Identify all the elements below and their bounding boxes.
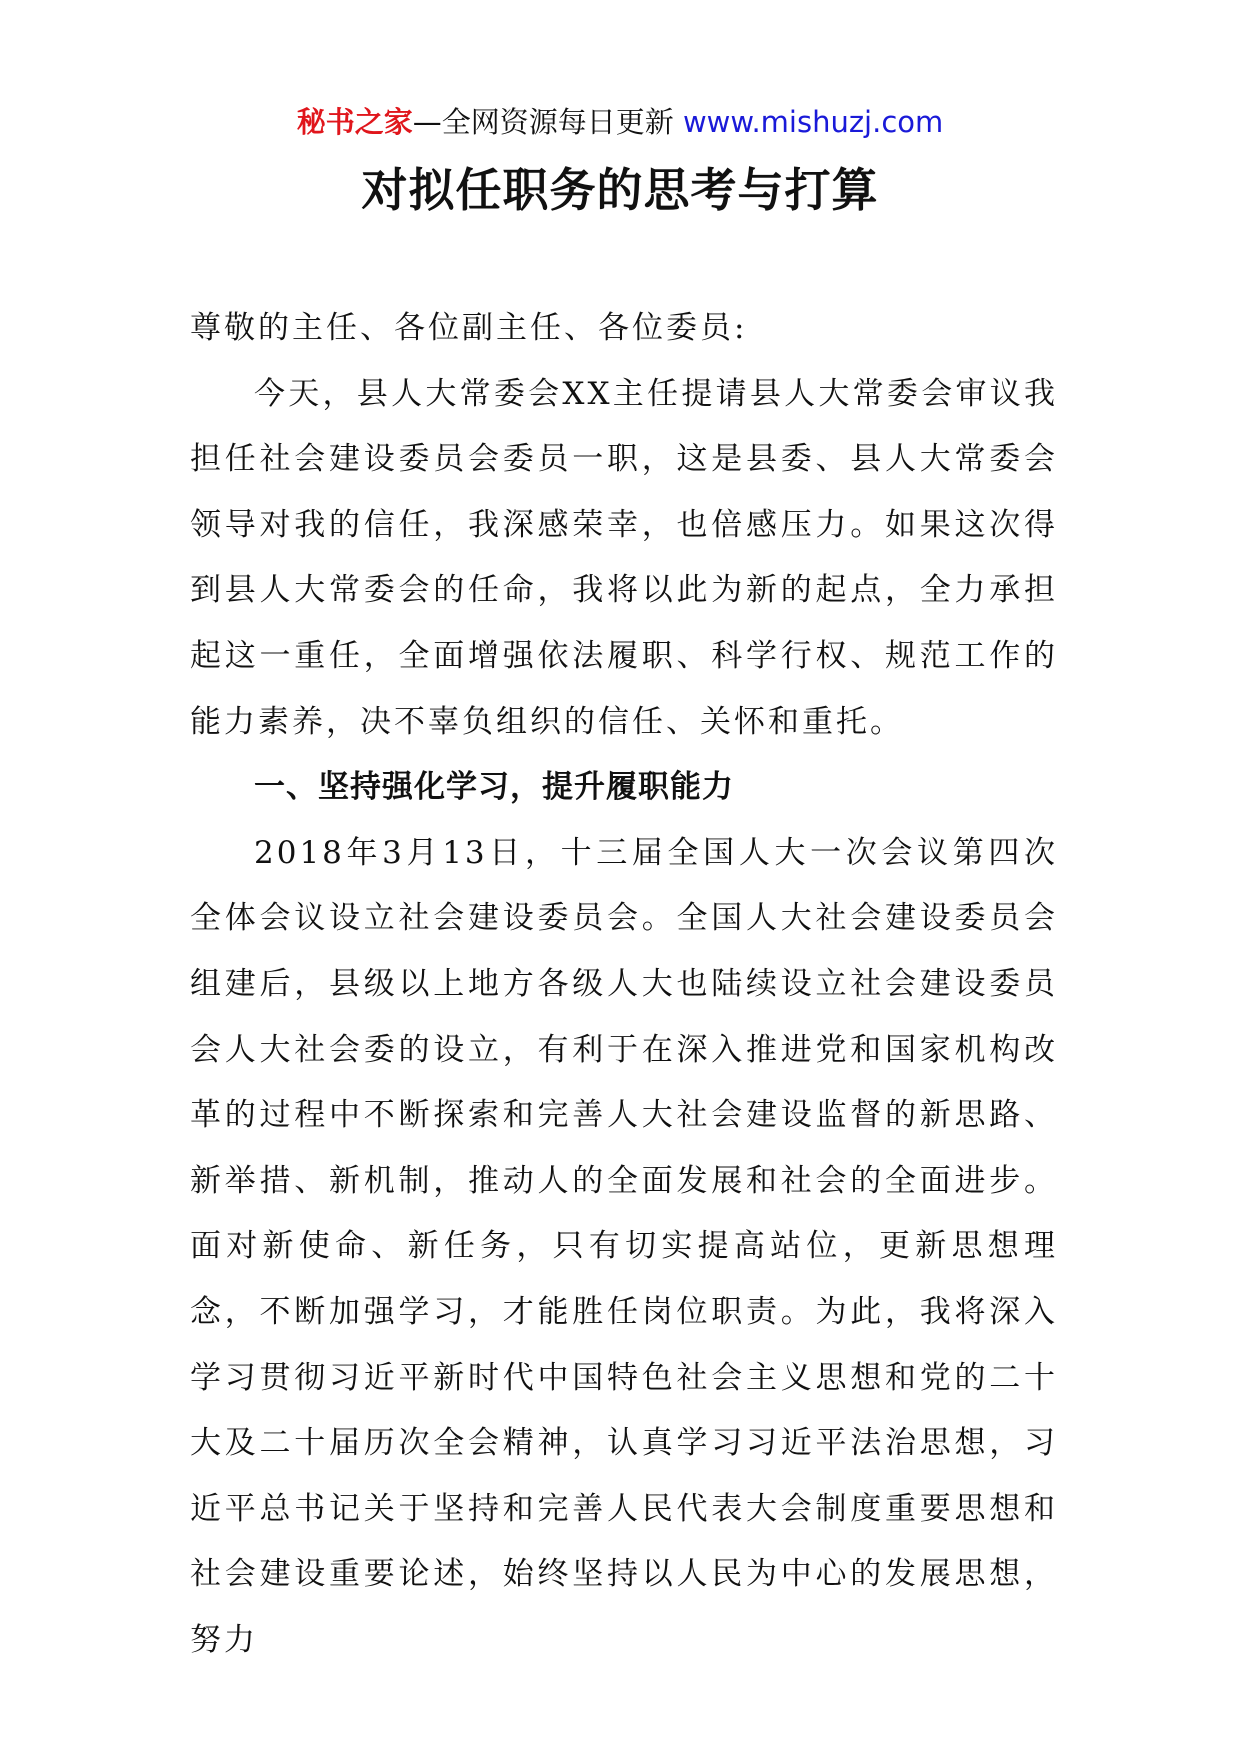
site-tagline: —全网资源每日更新 [412, 105, 683, 139]
section-1-paragraph: 2018年3月13日，十三届全国人大一次会议第四次全体会议设立社会建设委员会。全国人大社会建设委员会组建后，县级以上地方各级人大也陆续设立社会建设委员会人大社会委的设立，有利于在深入推进党和国家机构改革的过程中不断探索和完善人大社会建设监督的新思路、新举措、新机制，推动人的全面发展和社会的全面进步。面对新使命、新任务，只有切实提高站位，更新思想理念，不断加强学习，才能胜任岗位职责。为此，我将深入学习贯彻习近平新时代中国特色社会主义思想和党的二十大及二十届历次全会精神，认真学习习近平法治思想，习近平总书记关于坚持和完善人民代表大会制度重要思想和社会建设重要论述，始终坚持以人民为中心的发展思想，努力 [190, 834, 1058, 1658]
document-title: 对拟任职务的思考与打算 [361, 163, 879, 217]
site-brand: 秘书之家 [296, 105, 413, 139]
site-header [0, 102, 1240, 142]
section-heading-1: 一、坚持强化学习，提升履职能力 [254, 769, 734, 806]
salutation: 尊敬的主任、各位副主任、各位委员: [190, 310, 748, 346]
document-body [190, 296, 1058, 1673]
intro-paragraph: 今天，县人大常委会XX主任提请县人大常委会审议我担任社会建设委员会委员一职，这是县委、县人大常委会领导对我的信任，我深感荣幸，也倍感压力。如果这次得到县人大常委会的任命，我将以此为新的起点，全力承担起这一重任，全面增强依法履职、科学行权、规范工作的能力素养，决不辜负组织的信任、关怀和重托。 [190, 375, 1058, 740]
site-url-link[interactable]: www.mishuzj.com [682, 105, 944, 139]
